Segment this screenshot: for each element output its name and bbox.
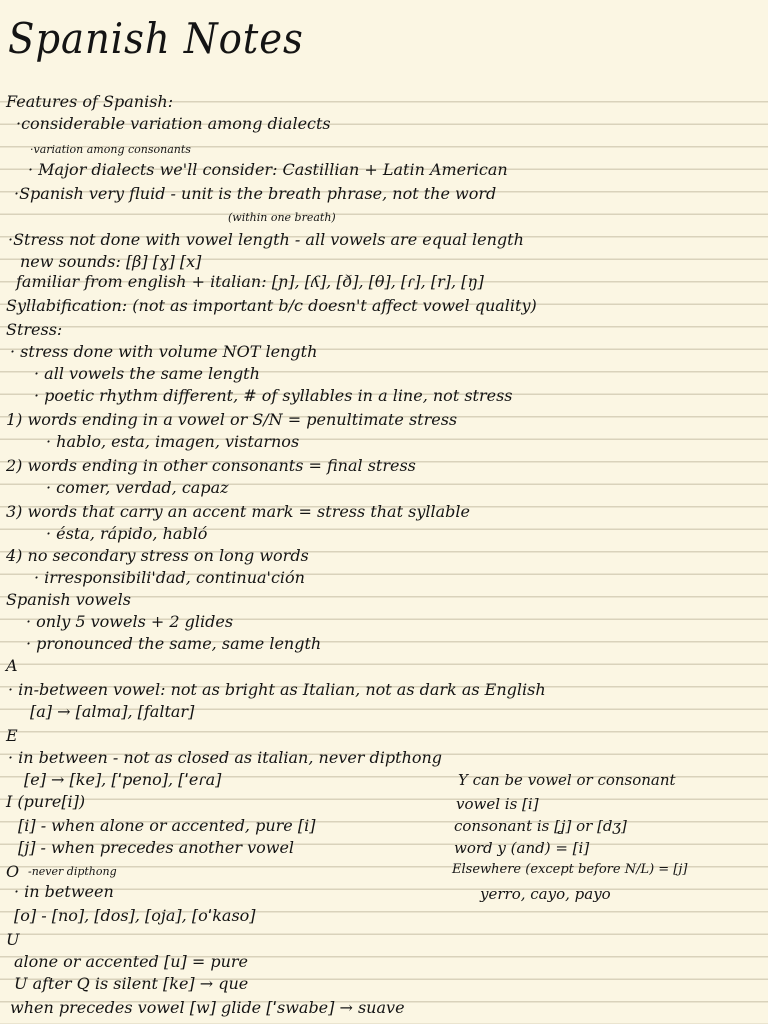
note-line: ·Spanish very fluid - unit is the breath phrase, not the word xyxy=(14,184,497,203)
note-line: · poetic rhythm different, # of syllables in a line, not stress xyxy=(34,386,513,405)
note-line: new sounds: [β] [ɣ] [x] xyxy=(20,252,202,271)
note-line: · stress done with volume NOT length xyxy=(10,342,318,361)
note-line: [o] - [no], [dos], [oja], [oˈkaso] xyxy=(14,906,256,925)
note-line: ·Stress not done with vowel length - all vowels are equal length xyxy=(8,230,524,249)
note-line: · irresponsibili'dad, continua'ción xyxy=(34,568,305,587)
note-line: familiar from english + italian: [ɲ], [ʎ], [ð], [θ], [ɾ], [r], [ŋ] xyxy=(16,272,484,291)
note-line: · in-between vowel: not as bright as Italian, not as dark as English xyxy=(8,680,546,699)
note-line: [i] - when alone or accented, pure [i] xyxy=(18,816,316,835)
note-line: · all vowels the same length xyxy=(34,364,260,383)
note-line: · in between - not as closed as italian, never dipthong xyxy=(8,748,443,767)
note-line: · pronounced the same, same length xyxy=(26,634,322,653)
note-line: ·variation among consonants xyxy=(30,143,191,156)
note-line: U xyxy=(6,930,20,949)
side-note-line: yerro, cayo, payo xyxy=(480,885,611,903)
side-note-line: word y (and) = [i] xyxy=(454,839,590,857)
note-line: when precedes vowel [w] glide [ˈswabe] → suave xyxy=(10,998,405,1017)
note-line: · ésta, rápido, habló xyxy=(46,524,208,543)
note-line: -never dipthong xyxy=(28,865,117,878)
note-line: [e] → [ke], [ˈpeno], [ˈeɾa] xyxy=(24,770,222,789)
note-line: [a] → [alma], [faltar] xyxy=(30,702,195,721)
note-line: [j] - when precedes another vowel xyxy=(18,838,295,857)
note-line: Spanish vowels xyxy=(6,590,131,609)
note-line: Stress: xyxy=(6,320,63,339)
side-note-line: Elsewhere (except before N/L) = [j] xyxy=(452,862,688,877)
note-line: ·considerable variation among dialects xyxy=(16,114,331,133)
note-line: A xyxy=(6,656,18,675)
note-line: · Major dialects we'll consider: Castillian + Latin American xyxy=(28,160,508,179)
note-line: alone or accented [u] = pure xyxy=(14,952,249,971)
note-line: I (pure[i]) xyxy=(6,792,86,811)
note-line: E xyxy=(6,726,18,745)
note-line: · in between xyxy=(14,882,114,901)
note-line: Syllabification: (not as important b/c doesn't affect vowel quality) xyxy=(6,296,537,315)
note-line: Features of Spanish: xyxy=(6,92,174,111)
side-note-line: Y can be vowel or consonant xyxy=(458,771,676,789)
note-line: O xyxy=(6,862,20,881)
note-line: 2) words ending in other consonants = final stress xyxy=(6,456,416,475)
note-line: 3) words that carry an accent mark = stress that syllable xyxy=(6,502,470,521)
note-line: (within one breath) xyxy=(228,211,336,224)
note-line: · hablo, esta, imagen, vistarnos xyxy=(46,432,300,451)
note-line: 1) words ending in a vowel or S/N = penultimate stress xyxy=(6,410,458,429)
side-note-line: consonant is [ʝ] or [dʒ] xyxy=(454,817,627,835)
note-line: · only 5 vowels + 2 glides xyxy=(26,612,234,631)
side-note-line: vowel is [i] xyxy=(456,795,539,813)
note-line: 4) no secondary stress on long words xyxy=(6,546,309,565)
note-line: U after Q is silent [ke] → que xyxy=(14,974,249,993)
page-title: Spanish Notes xyxy=(8,14,304,63)
note-line: · comer, verdad, capaz xyxy=(46,478,229,497)
